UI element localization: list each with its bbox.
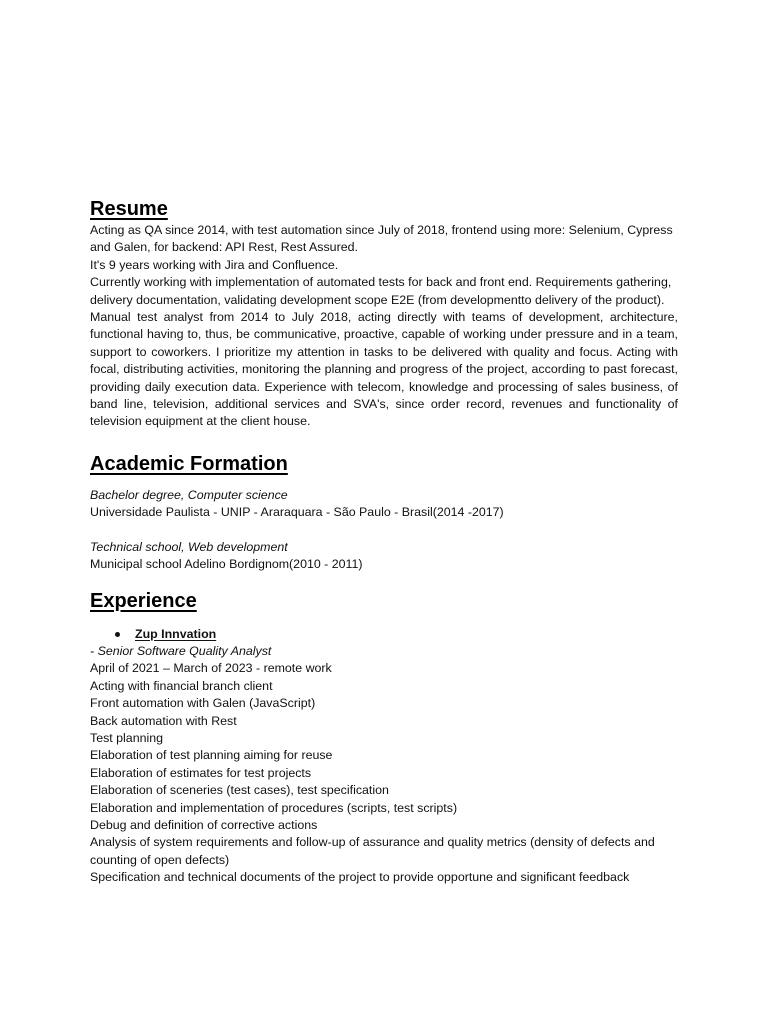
- experience-detail: Specification and technical documents of the project to provide opportune and significant feedback: [90, 870, 630, 885]
- experience-detail: Debug and definition of corrective actions: [90, 817, 318, 832]
- experience-detail: Analysis of system requirements and follow-up of assurance and quality metrics (density of defects and counting of open defects): [90, 835, 655, 867]
- experience-detail: Front automation with Galen (JavaScript): [90, 696, 316, 711]
- institution-name: Municipal school Adelino Bordignom(2010 - 2011): [90, 557, 363, 572]
- experience-detail: Acting with financial branch client: [90, 678, 273, 693]
- experience-heading: Experience: [90, 589, 197, 612]
- experience-detail: Elaboration of estimates for test projects: [90, 765, 312, 780]
- experience-detail: April of 2021 – March of 2023 - remote work: [90, 661, 332, 676]
- resume-intro-line: It's 9 years working with Jira and Confluence.: [90, 257, 339, 272]
- job-role: - Senior Software Quality Analyst: [90, 643, 272, 658]
- experience-detail: Elaboration and implementation of procedures (scripts, test scripts): [90, 800, 458, 815]
- bullet-icon: [115, 632, 120, 637]
- resume-heading: Resume: [90, 198, 168, 220]
- resume-intro-line: Acting as QA since 2014, with test automation since July of 2018, frontend using more: Selenium, Cypress and Galen, for backend: API Rest, Rest Assured.: [90, 223, 673, 255]
- academic-heading: Academic Formation: [90, 452, 288, 475]
- degree-name: Technical school, Web development: [90, 539, 288, 554]
- experience-detail: Elaboration of test planning aiming for reuse: [90, 748, 333, 763]
- company-name: Zup Innvation: [135, 626, 217, 641]
- resume-body-paragraph: Manual test analyst from 2014 to July 2018, acting directly with teams of development, architecture, functional having to, thus, be communicative, proactive, capable of working under pressure and in a team, support to coworkers. I prioritize my attention in tasks to be delivered with quality and focus. Acting with focal, distributing activities, monitoring the planning and progress of the project, according to past forecast, providing daily execution data. Experience with telecom, knowledge and processing of sales business, of band line, television, additional services and SVA's, since order record, revenues and functionality of television equipment at the client house.: [90, 310, 678, 429]
- experience-detail: Elaboration of sceneries (test cases), test specification: [90, 783, 389, 798]
- experience-detail: Test planning: [90, 730, 164, 745]
- experience-detail: Back automation with Rest: [90, 713, 237, 728]
- experience-details-list: [90, 660, 678, 886]
- resume-intro-line: Currently working with implementation of automated tests for back and front end. Requirements gathering, delivery documentation, validating development scope E2E (from developmentto delivery of the product).: [90, 275, 672, 307]
- academic-item: [90, 539, 678, 574]
- academic-item: [90, 487, 678, 522]
- institution-name: Universidade Paulista - UNIP - Araraquara - São Paulo - Brasil(2014 -2017): [90, 505, 504, 520]
- resume-page: [90, 196, 678, 887]
- degree-name: Bachelor degree, Computer science: [90, 487, 288, 502]
- company-bullet: [90, 626, 678, 643]
